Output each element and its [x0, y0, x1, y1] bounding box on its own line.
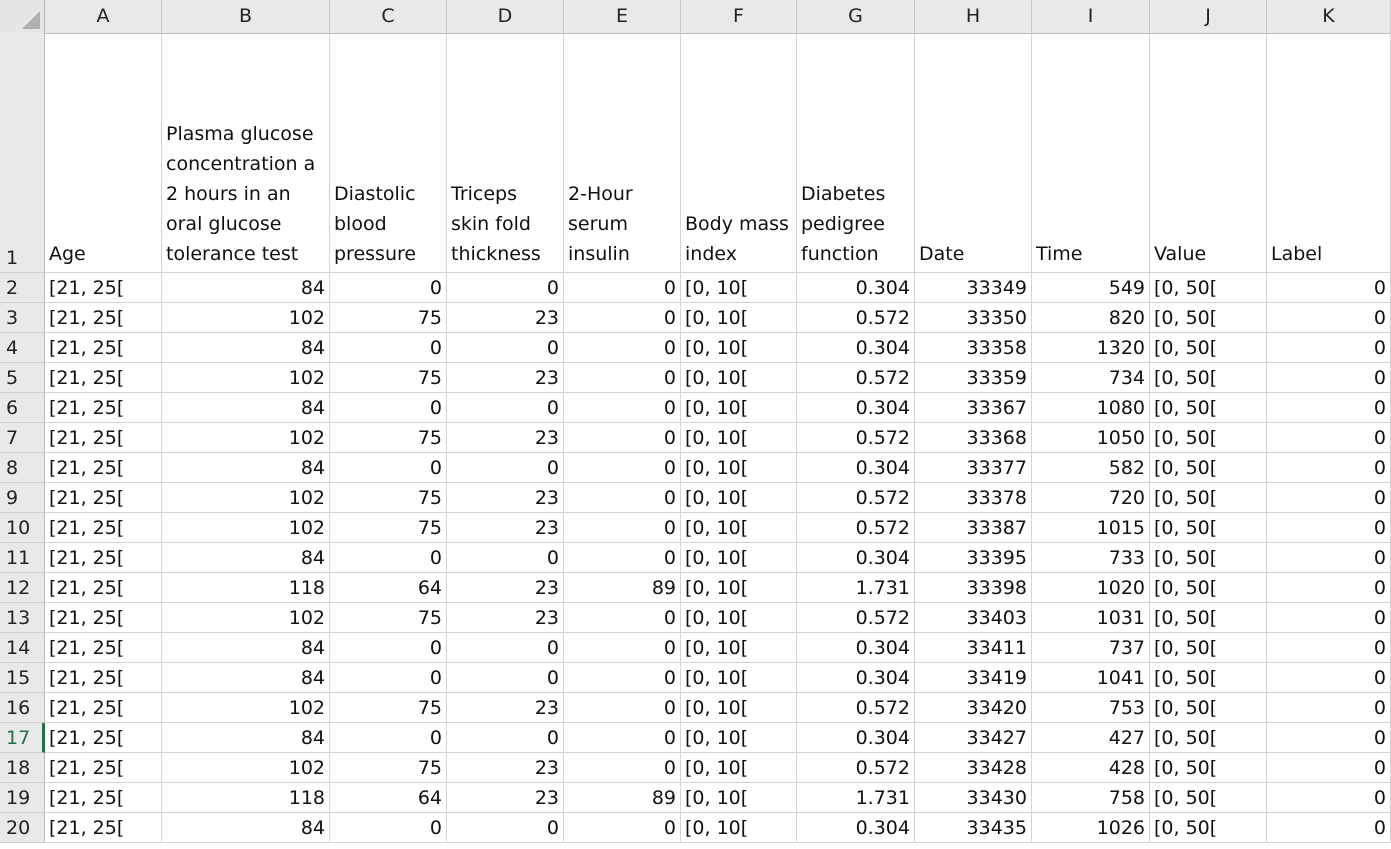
table-cell[interactable]: [21, 25[	[45, 543, 162, 573]
table-cell[interactable]: 84	[162, 813, 330, 843]
table-cell[interactable]: 0.304	[797, 333, 915, 363]
header-cell-text: Triceps skin fold thickness	[451, 183, 541, 265]
column-header-f[interactable]: F	[681, 0, 797, 33]
table-cell[interactable]: 0.572	[797, 483, 915, 513]
table-cell[interactable]: 0	[564, 603, 681, 633]
column-header-h[interactable]: H	[915, 0, 1032, 33]
table-cell[interactable]: 75	[330, 423, 447, 453]
table-cell[interactable]: 0	[447, 393, 564, 423]
table-cell[interactable]: [21, 25[	[45, 633, 162, 663]
row-header-8[interactable]: 8	[0, 453, 45, 483]
row-header-9[interactable]: 9	[0, 483, 45, 513]
table-cell[interactable]: 582	[1032, 453, 1150, 483]
header-cell-f[interactable]	[681, 33, 797, 273]
table-cell[interactable]: 118	[162, 783, 330, 813]
table-cell[interactable]: 33387	[915, 513, 1032, 543]
table-cell[interactable]: 0	[564, 303, 681, 333]
row-header-7[interactable]: 7	[0, 423, 45, 453]
table-cell[interactable]: 0	[330, 273, 447, 303]
table-cell[interactable]: 0.572	[797, 603, 915, 633]
table-cell[interactable]: [0, 50[	[1150, 333, 1267, 363]
table-cell[interactable]: 23	[447, 783, 564, 813]
table-cell[interactable]: [21, 25[	[45, 333, 162, 363]
table-cell[interactable]: 0	[1267, 333, 1391, 363]
table-cell[interactable]: 0	[564, 363, 681, 393]
table-cell[interactable]: 820	[1032, 303, 1150, 333]
table-cell[interactable]: 33378	[915, 483, 1032, 513]
table-cell[interactable]: [0, 10[	[681, 363, 797, 393]
table-cell[interactable]: 33411	[915, 633, 1032, 663]
table-cell[interactable]: [0, 10[	[681, 333, 797, 363]
table-cell[interactable]: 84	[162, 273, 330, 303]
table-cell[interactable]: [21, 25[	[45, 813, 162, 843]
row-header-1[interactable]: 1	[0, 33, 45, 273]
table-cell[interactable]: 0	[564, 543, 681, 573]
table-cell[interactable]: 0	[564, 393, 681, 423]
table-cell[interactable]: 0	[1267, 423, 1391, 453]
table-cell[interactable]: 0	[447, 633, 564, 663]
table-cell[interactable]: 1015	[1032, 513, 1150, 543]
row-header-10[interactable]: 10	[0, 513, 45, 543]
table-cell[interactable]: 0	[447, 543, 564, 573]
table-cell[interactable]: 0	[1267, 573, 1391, 603]
table-cell[interactable]: [0, 10[	[681, 303, 797, 333]
table-cell[interactable]: 23	[447, 363, 564, 393]
table-cell[interactable]: 1026	[1032, 813, 1150, 843]
table-cell[interactable]: 0	[330, 453, 447, 483]
table-cell[interactable]: 64	[330, 783, 447, 813]
row-header-12[interactable]: 12	[0, 573, 45, 603]
table-cell[interactable]: 0	[564, 513, 681, 543]
table-cell[interactable]: [21, 25[	[45, 453, 162, 483]
table-cell[interactable]: 1.731	[797, 573, 915, 603]
table-cell[interactable]: 102	[162, 303, 330, 333]
table-cell[interactable]: 1050	[1032, 423, 1150, 453]
table-cell[interactable]: [0, 50[	[1150, 573, 1267, 603]
table-cell[interactable]: 23	[447, 513, 564, 543]
table-cell[interactable]: 549	[1032, 273, 1150, 303]
header-cell-i[interactable]	[1032, 33, 1150, 273]
table-cell[interactable]: [0, 50[	[1150, 753, 1267, 783]
table-cell[interactable]: 0.304	[797, 813, 915, 843]
table-cell[interactable]: 75	[330, 363, 447, 393]
table-cell[interactable]: 102	[162, 753, 330, 783]
table-cell[interactable]: 75	[330, 303, 447, 333]
table-cell[interactable]: 0	[1267, 753, 1391, 783]
table-cell[interactable]: [21, 25[	[45, 273, 162, 303]
header-cell-d[interactable]	[447, 33, 564, 273]
header-cell-text: Time	[1036, 243, 1083, 265]
table-cell[interactable]: 33367	[915, 393, 1032, 423]
table-cell[interactable]: 0	[1267, 693, 1391, 723]
table-cell[interactable]: [0, 10[	[681, 543, 797, 573]
table-cell[interactable]: [21, 25[	[45, 363, 162, 393]
header-cell-text: Value	[1154, 243, 1207, 265]
table-cell[interactable]: [0, 50[	[1150, 513, 1267, 543]
table-cell[interactable]: 0.572	[797, 423, 915, 453]
table-cell[interactable]: 1031	[1032, 603, 1150, 633]
table-cell[interactable]: 102	[162, 693, 330, 723]
row-header-17[interactable]: 17	[0, 723, 45, 753]
table-cell[interactable]: 102	[162, 513, 330, 543]
table-cell[interactable]: 33359	[915, 363, 1032, 393]
row-header-6[interactable]: 6	[0, 393, 45, 423]
table-cell[interactable]: 84	[162, 633, 330, 663]
table-cell[interactable]: [0, 10[	[681, 723, 797, 753]
table-cell[interactable]: 1080	[1032, 393, 1150, 423]
table-cell[interactable]: [0, 50[	[1150, 483, 1267, 513]
table-cell[interactable]: 0	[330, 633, 447, 663]
table-cell[interactable]: 0	[564, 633, 681, 663]
table-cell[interactable]: [21, 25[	[45, 573, 162, 603]
table-cell[interactable]: 0.304	[797, 543, 915, 573]
header-cell-text: Diabetes pedigree function	[801, 183, 886, 265]
table-cell[interactable]: [0, 10[	[681, 573, 797, 603]
table-cell[interactable]: 33419	[915, 663, 1032, 693]
table-cell[interactable]: [0, 10[	[681, 453, 797, 483]
table-cell[interactable]: [21, 25[	[45, 603, 162, 633]
table-cell[interactable]: [0, 10[	[681, 423, 797, 453]
table-cell[interactable]: 102	[162, 363, 330, 393]
table-cell[interactable]: 0	[564, 273, 681, 303]
table-cell[interactable]: 0.304	[797, 663, 915, 693]
table-cell[interactable]: 1041	[1032, 663, 1150, 693]
table-cell[interactable]: 0.304	[797, 633, 915, 663]
header-cell-g[interactable]	[797, 33, 915, 273]
table-cell[interactable]: 33350	[915, 303, 1032, 333]
table-cell[interactable]: 737	[1032, 633, 1150, 663]
table-cell[interactable]: 0	[1267, 513, 1391, 543]
table-cell[interactable]: 33398	[915, 573, 1032, 603]
table-cell[interactable]: 1020	[1032, 573, 1150, 603]
table-cell[interactable]: 33377	[915, 453, 1032, 483]
table-cell[interactable]: 0	[447, 453, 564, 483]
table-cell[interactable]: 89	[564, 783, 681, 813]
table-cell[interactable]: 102	[162, 423, 330, 453]
table-cell[interactable]: [21, 25[	[45, 423, 162, 453]
table-cell[interactable]: 0.304	[797, 393, 915, 423]
table-cell[interactable]: 0	[1267, 783, 1391, 813]
table-cell[interactable]: 0	[564, 813, 681, 843]
row-header-13[interactable]: 13	[0, 603, 45, 633]
table-cell[interactable]: 0	[447, 813, 564, 843]
table-cell[interactable]: 0	[1267, 273, 1391, 303]
table-cell[interactable]: 0	[1267, 303, 1391, 333]
header-cell-e[interactable]	[564, 33, 681, 273]
column-header-a[interactable]: A	[45, 0, 162, 33]
table-cell[interactable]: 733	[1032, 543, 1150, 573]
header-cell-text: Plasma glucose concentration a 2 hours in an oral glucose tolerance test	[166, 123, 316, 265]
table-cell[interactable]: 427	[1032, 723, 1150, 753]
table-cell[interactable]: 720	[1032, 483, 1150, 513]
table-cell[interactable]: 89	[564, 573, 681, 603]
table-cell[interactable]: 33349	[915, 273, 1032, 303]
table-cell[interactable]: 0.572	[797, 303, 915, 333]
header-cell-a[interactable]	[45, 33, 162, 273]
row-header-18[interactable]: 18	[0, 753, 45, 783]
table-cell[interactable]: [0, 50[	[1150, 453, 1267, 483]
table-cell[interactable]: [0, 10[	[681, 753, 797, 783]
table-cell[interactable]: [0, 50[	[1150, 633, 1267, 663]
table-cell[interactable]: 753	[1032, 693, 1150, 723]
table-cell[interactable]: 0	[564, 663, 681, 693]
table-cell[interactable]: 0	[1267, 363, 1391, 393]
column-header-j[interactable]: J	[1150, 0, 1267, 33]
table-cell[interactable]: [0, 50[	[1150, 543, 1267, 573]
table-cell[interactable]: 0	[1267, 393, 1391, 423]
column-header-b[interactable]: B	[162, 0, 330, 33]
table-cell[interactable]: 33430	[915, 783, 1032, 813]
table-cell[interactable]: 0	[564, 723, 681, 753]
table-cell[interactable]: 0	[564, 693, 681, 723]
table-cell[interactable]: 23	[447, 603, 564, 633]
table-cell[interactable]: 84	[162, 453, 330, 483]
table-cell[interactable]: 23	[447, 483, 564, 513]
table-cell[interactable]: 75	[330, 513, 447, 543]
table-cell[interactable]: 84	[162, 543, 330, 573]
row-header-14[interactable]: 14	[0, 633, 45, 663]
table-cell[interactable]: 0	[564, 333, 681, 363]
table-cell[interactable]: 84	[162, 723, 330, 753]
table-cell[interactable]: 0	[447, 663, 564, 693]
table-cell[interactable]: 0	[1267, 603, 1391, 633]
table-cell[interactable]: 0.304	[797, 453, 915, 483]
header-cell-b[interactable]	[162, 33, 330, 273]
select-all-triangle-icon	[22, 11, 40, 29]
table-cell[interactable]: 0	[1267, 813, 1391, 843]
table-cell[interactable]: 33358	[915, 333, 1032, 363]
header-cell-text: Age	[49, 243, 86, 265]
table-cell[interactable]: [0, 10[	[681, 693, 797, 723]
table-cell[interactable]: 0	[1267, 543, 1391, 573]
table-cell[interactable]: 23	[447, 753, 564, 783]
table-cell[interactable]: 0	[1267, 453, 1391, 483]
table-cell[interactable]: [0, 10[	[681, 663, 797, 693]
table-cell[interactable]: [21, 25[	[45, 753, 162, 783]
header-cell-text: Diastolic blood pressure	[334, 183, 417, 265]
table-cell[interactable]: [21, 25[	[45, 723, 162, 753]
table-cell[interactable]: [0, 50[	[1150, 783, 1267, 813]
table-cell[interactable]: 1.731	[797, 783, 915, 813]
header-cell-text: Date	[919, 243, 965, 265]
column-header-k[interactable]: K	[1267, 0, 1391, 33]
header-cell-text: Body mass index	[685, 213, 789, 265]
table-cell[interactable]: [0, 50[	[1150, 723, 1267, 753]
table-cell[interactable]: 0	[1267, 483, 1391, 513]
table-cell[interactable]: 33395	[915, 543, 1032, 573]
column-header-c[interactable]: C	[330, 0, 447, 33]
table-cell[interactable]: 33435	[915, 813, 1032, 843]
header-cell-text: 2-Hour serum insulin	[568, 183, 633, 265]
table-cell[interactable]: 84	[162, 393, 330, 423]
table-cell[interactable]: [0, 50[	[1150, 663, 1267, 693]
table-cell[interactable]: 758	[1032, 783, 1150, 813]
row-header-15[interactable]: 15	[0, 663, 45, 693]
table-cell[interactable]: 102	[162, 603, 330, 633]
row-header-3[interactable]: 3	[0, 303, 45, 333]
table-cell[interactable]: [21, 25[	[45, 693, 162, 723]
table-cell[interactable]: 75	[330, 603, 447, 633]
table-cell[interactable]: 0.572	[797, 513, 915, 543]
table-cell[interactable]: 23	[447, 573, 564, 603]
table-cell[interactable]: [0, 10[	[681, 393, 797, 423]
table-cell[interactable]: 33420	[915, 693, 1032, 723]
table-cell[interactable]: 23	[447, 423, 564, 453]
table-cell[interactable]: 84	[162, 663, 330, 693]
table-cell[interactable]: [0, 10[	[681, 513, 797, 543]
table-cell[interactable]: [21, 25[	[45, 513, 162, 543]
table-cell[interactable]: 0	[330, 813, 447, 843]
table-cell[interactable]: 0	[1267, 663, 1391, 693]
table-cell[interactable]: [0, 50[	[1150, 693, 1267, 723]
table-cell[interactable]: [0, 50[	[1150, 393, 1267, 423]
table-cell[interactable]: [0, 10[	[681, 633, 797, 663]
table-cell[interactable]: 75	[330, 483, 447, 513]
table-cell[interactable]: 0	[330, 663, 447, 693]
table-cell[interactable]: 0	[564, 423, 681, 453]
table-cell[interactable]: 0.572	[797, 693, 915, 723]
header-cell-h[interactable]	[915, 33, 1032, 273]
table-cell[interactable]: 0.572	[797, 753, 915, 783]
table-cell[interactable]: [0, 10[	[681, 813, 797, 843]
table-cell[interactable]: 33427	[915, 723, 1032, 753]
table-cell[interactable]: [21, 25[	[45, 393, 162, 423]
table-cell[interactable]: 75	[330, 753, 447, 783]
table-cell[interactable]: 64	[330, 573, 447, 603]
row-header-11[interactable]: 11	[0, 543, 45, 573]
row-header-20[interactable]: 20	[0, 813, 45, 843]
header-cell-c[interactable]	[330, 33, 447, 273]
table-cell[interactable]: 33428	[915, 753, 1032, 783]
select-all-button[interactable]	[0, 0, 45, 33]
table-cell[interactable]: 0	[564, 453, 681, 483]
header-cell-text: Label	[1271, 243, 1323, 265]
table-cell[interactable]: [0, 10[	[681, 483, 797, 513]
table-cell[interactable]: [21, 25[	[45, 663, 162, 693]
table-cell[interactable]: 0	[564, 753, 681, 783]
column-header-g[interactable]: G	[797, 0, 915, 33]
column-header-i[interactable]: I	[1032, 0, 1150, 33]
table-cell[interactable]: 75	[330, 693, 447, 723]
table-cell[interactable]: 0.572	[797, 363, 915, 393]
table-cell[interactable]: 33403	[915, 603, 1032, 633]
table-cell[interactable]: 734	[1032, 363, 1150, 393]
table-cell[interactable]: 0	[330, 723, 447, 753]
header-cell-j[interactable]	[1150, 33, 1267, 273]
table-cell[interactable]: 23	[447, 693, 564, 723]
table-cell[interactable]: [0, 50[	[1150, 303, 1267, 333]
table-cell[interactable]: 0.304	[797, 273, 915, 303]
row-header-5[interactable]: 5	[0, 363, 45, 393]
table-cell[interactable]: 33368	[915, 423, 1032, 453]
table-cell[interactable]: 0.304	[797, 723, 915, 753]
table-cell[interactable]: [21, 25[	[45, 783, 162, 813]
table-cell[interactable]: 0	[447, 723, 564, 753]
table-cell[interactable]: 23	[447, 303, 564, 333]
table-cell[interactable]: [0, 50[	[1150, 813, 1267, 843]
table-cell[interactable]: 0	[447, 273, 564, 303]
table-cell[interactable]: 0	[330, 543, 447, 573]
table-cell[interactable]: 0	[1267, 723, 1391, 753]
table-cell[interactable]: [0, 50[	[1150, 603, 1267, 633]
table-cell[interactable]: [0, 10[	[681, 783, 797, 813]
table-cell[interactable]: [0, 50[	[1150, 363, 1267, 393]
table-cell[interactable]: 102	[162, 483, 330, 513]
table-cell[interactable]: 0	[1267, 633, 1391, 663]
table-cell[interactable]: 118	[162, 573, 330, 603]
table-cell[interactable]: 428	[1032, 753, 1150, 783]
row-header-16[interactable]: 16	[0, 693, 45, 723]
header-cell-k[interactable]	[1267, 33, 1391, 273]
column-header-bar	[0, 0, 1391, 34]
column-header-d[interactable]: D	[447, 0, 564, 33]
row-header-4[interactable]: 4	[0, 333, 45, 363]
column-header-e[interactable]: E	[564, 0, 681, 33]
table-cell[interactable]: 84	[162, 333, 330, 363]
table-cell[interactable]: [0, 10[	[681, 603, 797, 633]
table-cell[interactable]: 0	[564, 483, 681, 513]
table-cell[interactable]: [0, 50[	[1150, 423, 1267, 453]
table-cell[interactable]: [0, 10[	[681, 273, 797, 303]
table-cell[interactable]: 0	[447, 333, 564, 363]
table-cell[interactable]: [0, 50[	[1150, 273, 1267, 303]
row-header-19[interactable]: 19	[0, 783, 45, 813]
table-cell[interactable]: 0	[330, 333, 447, 363]
table-cell[interactable]: [21, 25[	[45, 303, 162, 333]
table-cell[interactable]: 0	[330, 393, 447, 423]
table-cell[interactable]: 1320	[1032, 333, 1150, 363]
table-cell[interactable]: [21, 25[	[45, 483, 162, 513]
row-header-2[interactable]: 2	[0, 273, 45, 303]
